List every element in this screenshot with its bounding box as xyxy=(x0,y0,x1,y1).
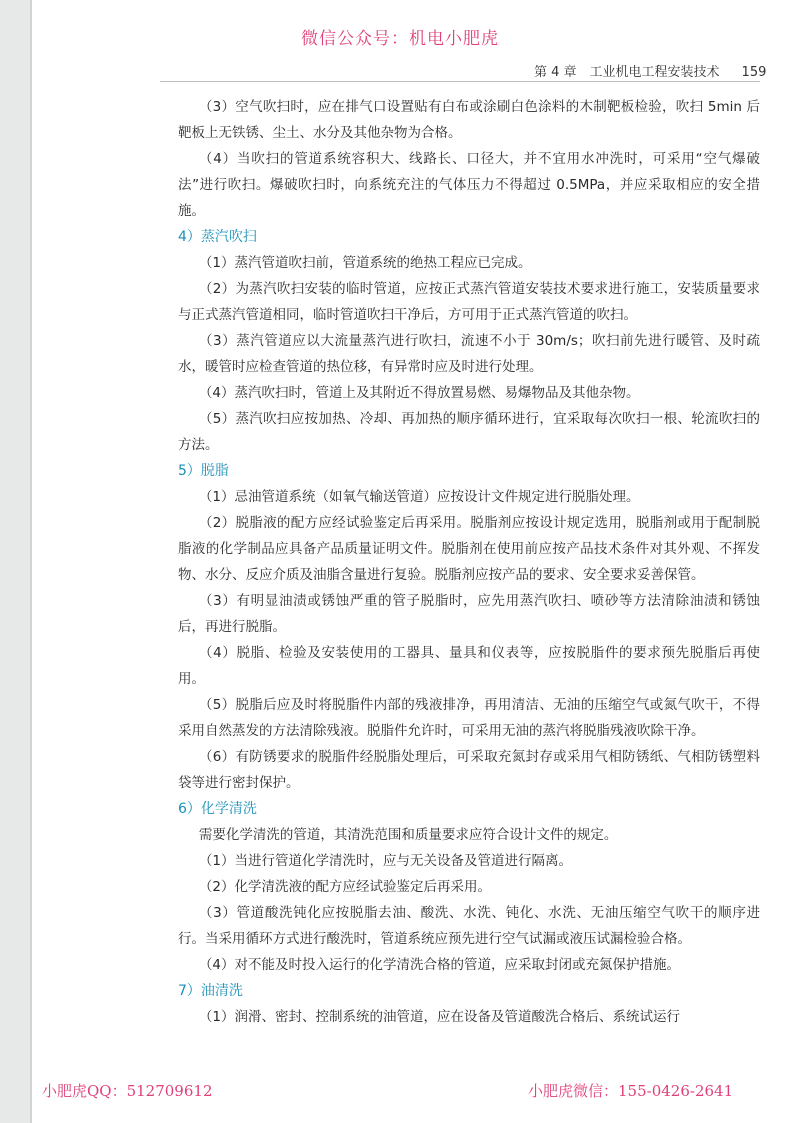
paragraph: （3）管道酸洗钝化应按脱脂去油、酸洗、水洗、钝化、水洗、无油压缩空气吹干的顺序进行。当采用循环方式进行酸洗时，管道系统应预先进行空气试漏或液压试漏检验合格。 xyxy=(178,905,760,947)
paragraph: （1）润滑、密封、控制系统的油管道，应在设备及管道酸洗合格后、系统试运行 xyxy=(198,1009,681,1025)
section-heading: 7）油清洗 xyxy=(178,983,243,999)
watermark-bottom-right: 小肥虎微信：155-0426-2641 xyxy=(528,1082,734,1100)
watermark-bottom-left: 小肥虎QQ：512709612 xyxy=(42,1082,213,1100)
paragraph: （4）当吹扫的管道系统容积大、线路长、口径大，并不宜用水冲洗时，可采用“空气爆破法”进行吹扫。爆破吹扫时，向系统充注的气体压力不得超过 0.5MPa，并应采取相应的安全措施。 xyxy=(178,151,760,219)
paragraph: （4）蒸汽吹扫时，管道上及其附近不得放置易燃、易爆物品及其他杂物。 xyxy=(198,385,640,401)
paragraph: （2）脱脂液的配方应经试验鉴定后再采用。脱脂剂应按设计规定选用，脱脂剂或用于配制脱脂液的化学制品应具备产品质量证明文件。脱脂剂在使用前应按产品技术条件对其外观、不挥发物、水分、反应介质及油脂含量进行复验。脱脂剂应按产品的要求、安全要求妥善保管。 xyxy=(178,515,760,583)
paragraph: （3）蒸汽管道应以大流量蒸汽进行吹扫，流速不小于 30m/s；吹扫前先进行暖管、及时疏水，暖管时应检查管道的热位移，有异常时应及时进行处理。 xyxy=(178,333,760,375)
page-number: 159 xyxy=(741,65,767,80)
paragraph: （5）蒸汽吹扫应按加热、冷却、再加热的顺序循环进行，宜采取每次吹扫一根、轮流吹扫的方法。 xyxy=(178,411,760,453)
page-binding-line xyxy=(30,0,32,1123)
paragraph: （3）空气吹扫时，应在排气口设置贴有白布或涂刷白色涂料的木制靶板检验，吹扫 5min 后靶板上无铁锈、尘土、水分及其他杂物为合格。 xyxy=(178,99,760,141)
page-binding-edge xyxy=(0,0,30,1123)
paragraph: （4）脱脂、检验及安装使用的工器具、量具和仪表等，应按脱脂件的要求预先脱脂后再使用。 xyxy=(178,645,760,687)
page-body xyxy=(178,94,760,1030)
paragraph: （5）脱脂后应及时将脱脂件内部的残液排净，再用清洁、无油的压缩空气或氮气吹干，不得采用自然蒸发的方法清除残液。脱脂件允许时，可采用无油的蒸汽将脱脂残液吹除干净。 xyxy=(178,697,760,739)
paragraph: （2）化学清洗液的配方应经试验鉴定后再采用。 xyxy=(198,879,492,895)
watermark-top: 微信公众号：机电小肥虎 xyxy=(301,29,499,49)
section-heading: 6）化学清洗 xyxy=(178,801,257,817)
chapter-title: 第 4 章 工业机电工程安装技术 xyxy=(534,65,720,80)
paragraph: （1）忌油管道系统（如氧气输送管道）应按设计文件规定进行脱脂处理。 xyxy=(198,489,640,505)
paragraph: （2）为蒸汽吹扫安装的临时管道，应按正式蒸汽管道安装技术要求进行施工，安装质量要求与正式蒸汽管道相同，临时管道吹扫干净后，方可用于正式蒸汽管道的吹扫。 xyxy=(178,281,760,323)
paragraph: （1）蒸汽管道吹扫前，管道系统的绝热工程应已完成。 xyxy=(198,255,532,271)
running-head xyxy=(534,61,766,80)
section-heading: 4）蒸汽吹扫 xyxy=(178,229,257,245)
paragraph: （3）有明显油渍或锈蚀严重的管子脱脂时，应先用蒸汽吹扫、喷砂等方法清除油渍和锈蚀后，再进行脱脂。 xyxy=(178,593,760,635)
paragraph: 需要化学清洗的管道，其清洗范围和质量要求应符合设计文件的规定。 xyxy=(198,827,618,843)
paragraph: （1）当进行管道化学清洗时，应与无关设备及管道进行隔离。 xyxy=(198,853,573,869)
header-rule xyxy=(160,81,760,82)
paragraph: （6）有防锈要求的脱脂件经脱脂处理后，可采取充氮封存或采用气相防锈纸、气相防锈塑料袋等进行密封保护。 xyxy=(178,749,760,791)
section-heading: 5）脱脂 xyxy=(178,463,229,479)
paragraph: （4）对不能及时投入运行的化学清洗合格的管道，应采取封闭或充氮保护措施。 xyxy=(198,957,681,973)
